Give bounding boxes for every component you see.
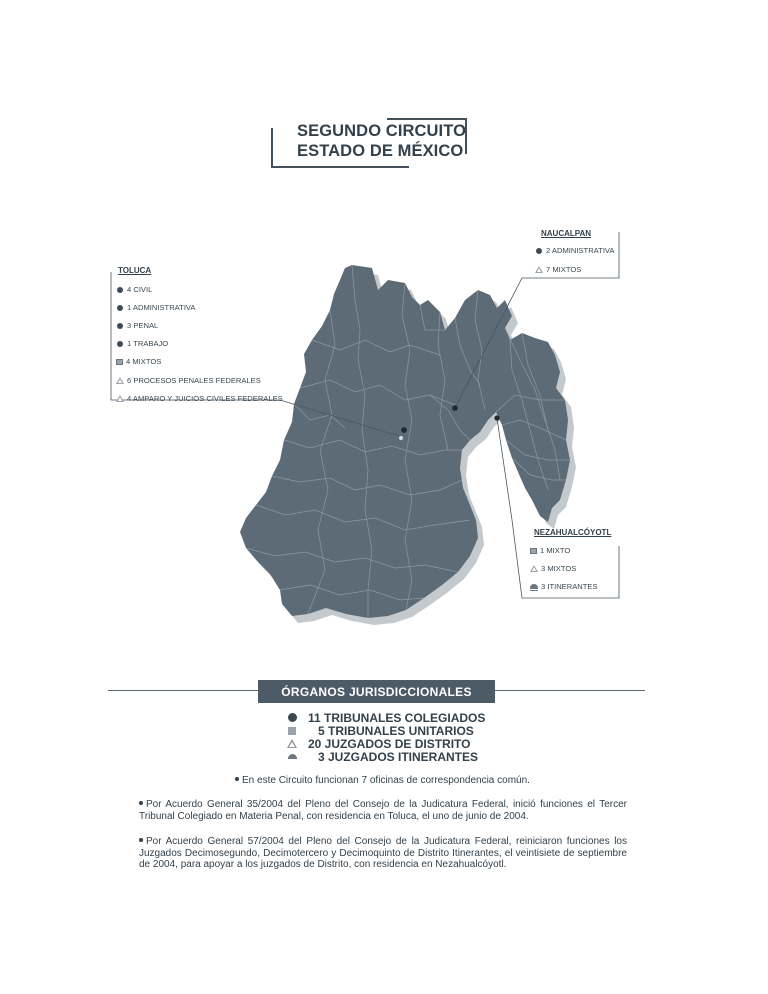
dot-icon-wrap (286, 712, 298, 724)
semicircle-icon (288, 754, 297, 759)
triangle-icon (116, 395, 124, 402)
summary-row (286, 724, 516, 737)
summary-row (286, 750, 516, 763)
organos-summary (286, 711, 516, 763)
toluca-item (116, 339, 168, 348)
page-title-line1: SEGUNDO CIRCUITO (297, 122, 467, 140)
toluca-item (116, 357, 161, 366)
summary-label: 3 JUZGADOS ITINERANTES (318, 749, 479, 764)
toluca-item (116, 303, 196, 312)
summary-label: 5 TRIBUNALES UNITARIOS (318, 723, 474, 738)
toluca-item (116, 376, 261, 385)
note-acuerdo-35 (139, 799, 627, 822)
banner-rule-right (495, 690, 645, 691)
bullet-icon (139, 801, 143, 805)
dot-icon (117, 287, 123, 293)
nezahualcoyotl-title: NEZAHUALCÓYOTL (534, 528, 612, 537)
triangle-icon-wrap (286, 738, 298, 750)
naucalpan-item-label: 2 ADMINISTRATIVA (546, 246, 615, 255)
toluca-marker-2 (399, 436, 403, 440)
semicircle-icon (530, 584, 538, 589)
toluca-title: TOLUCA (118, 266, 152, 275)
nezahualcoyotl-item (530, 546, 570, 555)
toluca-item-label: 6 PROCESOS PENALES FEDERALES (127, 376, 261, 385)
naucalpan-item-label: 7 MIXTOS (546, 265, 582, 274)
triangle-icon (287, 739, 297, 748)
square-icon (116, 359, 123, 365)
summary-label: 11 TRIBUNALES COLEGIADOS (308, 710, 486, 725)
toluca-legend (118, 266, 151, 275)
summary-row (286, 711, 516, 724)
naucalpan-marker (452, 405, 458, 411)
toluca-item-label: 1 TRABAJO (127, 339, 169, 348)
toluca-item (116, 285, 152, 294)
summary-row (286, 737, 516, 750)
toluca-item (116, 321, 158, 330)
toluca-item-label: 4 AMPARO Y JUICIOS CIVILES FEDERALES (127, 394, 283, 403)
bullet-icon (139, 838, 143, 842)
page-title-line2: ESTADO DE MÉXICO (297, 142, 464, 160)
note-oficinas (235, 775, 565, 787)
square-icon-wrap (286, 725, 298, 737)
nezahualcoyotl-item (530, 582, 598, 591)
note-acuerdo-57-text: Por Acuerdo General 57/2004 del Pleno del Consejo de la Judicatura Federal, reiniciaron funciones los Juzgados Decimosegundo, Decimotercero y Decimoquinto de Distrito Itinerantes, el veintisiete de septiembre de 2004, para apoyar a los juzgados de Distrito, con residencia en Nezahualcóyotl. (139, 836, 627, 870)
triangle-icon (116, 377, 124, 384)
nezahualcoyotl-item-label: 3 MIXTOS (541, 564, 577, 573)
toluca-item-label: 4 MIXTOS (126, 357, 162, 366)
dot-icon (117, 323, 123, 329)
toluca-item-label: 3 PENAL (127, 321, 159, 330)
dot-icon (288, 713, 297, 722)
toluca-item-label: 4 CIVIL (127, 285, 153, 294)
dot-icon (536, 248, 542, 254)
toluca-item-label: 1 ADMINISTRATIVA (127, 303, 196, 312)
nezahualcoyotl-marker (494, 415, 499, 420)
nezahualcoyotl-legend (534, 528, 611, 537)
note-acuerdo-35-text: Por Acuerdo General 35/2004 del Pleno del Consejo de la Judicatura Federal, inició funciones el Tercer Tribunal Colegiado en Materia Penal, con residencia en Toluca, el uno de junio de 2004. (139, 799, 627, 822)
naucalpan-legend (541, 229, 591, 238)
banner-rule-left (108, 690, 258, 691)
triangle-icon (530, 565, 538, 572)
naucalpan-item (535, 265, 581, 274)
dot-icon (117, 341, 123, 347)
square-icon (288, 727, 296, 735)
note-acuerdo-57 (139, 836, 627, 871)
summary-label: 20 JUZGADOS DE DISTRITO (308, 736, 471, 751)
nezahualcoyotl-item (530, 564, 576, 573)
naucalpan-title: NAUCALPAN (541, 229, 592, 238)
naucalpan-item (535, 246, 615, 255)
triangle-icon (535, 266, 543, 273)
toluca-marker (401, 427, 407, 433)
organos-heading: ÓRGANOS JURISDICCIONALES (258, 680, 495, 703)
square-icon (530, 548, 537, 554)
bullet-icon (235, 777, 239, 781)
dot-icon (117, 305, 123, 311)
nezahualcoyotl-item-label: 1 MIXTO (540, 546, 571, 555)
toluca-item (116, 394, 283, 403)
nezahualcoyotl-item-label: 3 ITINERANTES (541, 582, 598, 591)
note-oficinas-text: En este Circuito funcionan 7 oficinas de correspondencia común. (242, 775, 530, 786)
semicircle-icon-wrap (286, 751, 298, 763)
